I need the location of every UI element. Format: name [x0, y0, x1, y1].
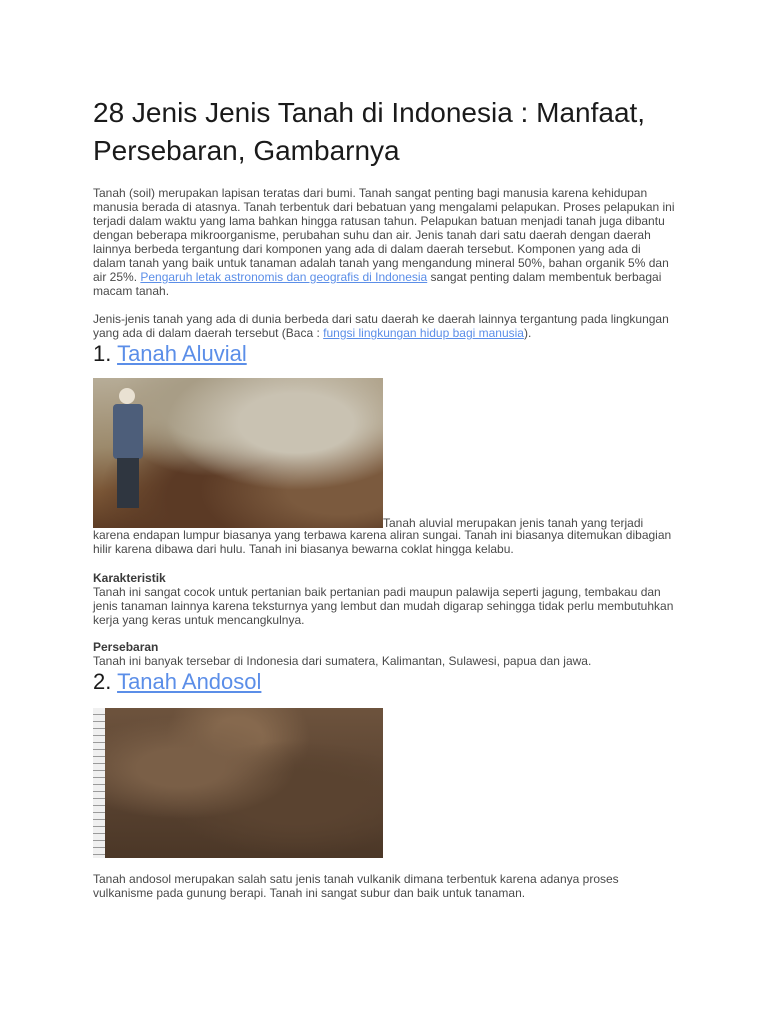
page-title: 28 Jenis Jenis Tanah di Indonesia : Manfaat, Persebaran, Gambarnya	[93, 97, 646, 166]
intro-text-before: Tanah (soil) merupakan lapisan teratas dari bumi. Tanah sangat penting bagi manusia karena kehidupan manusia berada di atasnya. Tanah terbentuk dari bebatuan yang mengalami pelapukan. Proses pelapukan ini terjadi dalam waktu yang lama bahkan hingga ratusan tahun. Pelapukan batuan menjadi tanah juga dibantu dengan beberapa mikroorganisme, perubahan suhu dan air. Jenis tanah dari satu daerah dengan daerah lainnya berbeda tergantung dari komponen yang ada di dalam daerah tersebut. Komponen yang ada di dalam tanah yang baik untuk tanaman adalah tanah yang mengandung mineral 50%, bahan organik 5% dan air 25%.	[93, 186, 675, 284]
intro2-paragraph	[93, 312, 676, 340]
karakteristik-block	[93, 571, 676, 627]
section-number: 2.	[93, 669, 118, 694]
link-pengaruh-letak[interactable]: Pengaruh letak astronomis dan geografis di Indonesia	[140, 270, 428, 284]
measuring-ruler	[93, 708, 105, 858]
link-fungsi-lingkungan[interactable]: fungsi lingkungan hidup bagi manusia	[323, 326, 524, 340]
intro2-text-after: ).	[523, 326, 532, 340]
andosol-soil-photo	[93, 708, 383, 858]
intro-paragraph	[93, 186, 676, 298]
persebaran-block	[93, 640, 676, 668]
andosol-description: Tanah andosol merupakan salah satu jenis tanah vulkanik dimana terbentuk karena adanya proses vulkanisme pada gunung berapi. Tanah ini sangat subur dan baik untuk tanaman.	[93, 872, 619, 900]
persebaran-label: Persebaran	[93, 640, 159, 654]
aluvial-image-row	[93, 378, 676, 528]
link-tanah-andosol[interactable]: Tanah Andosol	[117, 669, 262, 694]
aluvial-description-inline: Tanah aluvial merupakan jenis tanah yang terjadi	[383, 516, 644, 530]
aluvial-description: karena endapan lumpur biasanya yang terbawa karena aliran sungai. Tanah ini biasanya ditemukan dibagian hilir karena dibawa dari hulu. Tanah ini biasanya bewarna coklat hingga kelabu.	[93, 528, 672, 556]
section-number: 1.	[93, 341, 118, 366]
persebaran-text: Tanah ini banyak tersebar di Indonesia dari sumatera, Kalimantan, Sulawesi, papua dan jawa.	[93, 654, 592, 668]
intro2-text-before: Jenis-jenis tanah yang ada di dunia berbeda dari satu daerah ke daerah lainnya tergantung pada lingkungan yang ada di dalam daerah tersebut (Baca :	[93, 312, 669, 340]
karakteristik-text: Tanah ini sangat cocok untuk pertanian baik pertanian padi maupun palawija seperti jagung, tembakau dan jenis tanaman lainnya karena teksturnya yang lembut dan mudah digarap sehingga tidak perlu membutuhkan kerja yang keras untuk mencangkulnya.	[93, 585, 674, 627]
person-figure	[113, 388, 143, 508]
link-tanah-aluvial[interactable]: Tanah Aluvial	[117, 341, 247, 366]
section-heading-andosol	[93, 668, 676, 696]
karakteristik-label: Karakteristik	[93, 571, 166, 585]
section-heading-aluvial	[93, 340, 676, 368]
aluvial-soil-photo	[93, 378, 383, 528]
intro-text-after: sangat penting dalam membentuk berbagai macam tanah.	[93, 270, 662, 298]
